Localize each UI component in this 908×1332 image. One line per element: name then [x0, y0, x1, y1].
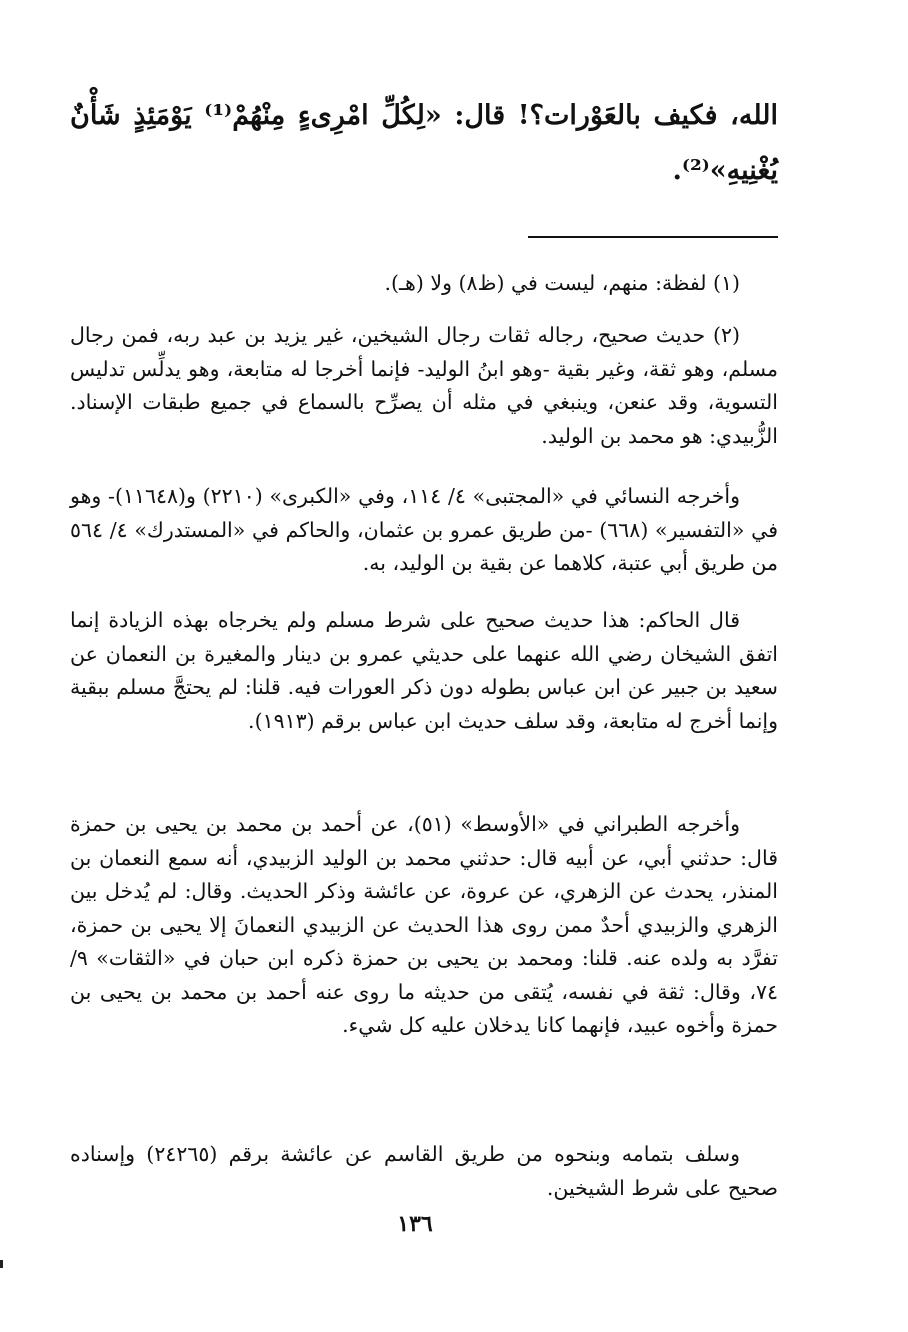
- main-text-paragraph: الله، فكيف بالعَوْرات؟! قال: «لِكُلِّ امْرِىءٍ مِنْهُمْ⁽¹⁾ يَوْمَئِذٍ شَأْنٌ يُغْنِيهِ»⁽²⁾.: [70, 100, 779, 186]
- footnote-divider: [528, 236, 778, 238]
- scan-edge-mark: [0, 1260, 3, 1268]
- footnote-2-hakim-comment: قال الحاكم: هذا حديث صحيح على شرط مسلم ولم يخرجاه بهذه الزيادة إنما اتفق الشيخان رضي الله عنهما على حديثي عمرو بن دينار والمغيرة بن النعمان عن سعيد بن جبير عن ابن عباس بطوله دون ذكر العورات فيه. قلنا: لم يحتجَّ مسلم ببقية وإنما أخرج له متابعة، وقد سلف حديث ابن عباس برقم (١٩١٣).: [70, 608, 778, 733]
- footnote-2-continued-takhrij: وأخرجه النسائي في «المجتبى» ٤/ ١١٤، وفي «الكبرى» (٢٢١٠) و(١١٦٤٨)- وهو في «التفسير» (٦٦٨) -من طريق عمرو بن عثمان، والحاكم في «المستدرك» ٤/ ٥٦٤ من طريق أبي عتبة، كلاهما عن بقية بن الوليد، به.: [70, 484, 778, 575]
- footnote-2-tabarani-paragraph: وأخرجه الطبراني في «الأوسط» (٥١)، عن أحمد بن محمد بن يحيى بن حمزة قال: حدثني أبي، عن أبيه قال: حدثني محمد بن الوليد الزبيدي، أنه سمع النعمان بن المنذر، يحدث عن الزهري، عن عروة، عن عائشة وذكر الحديث. وقال: لم يُدخل بين الزهري والزبيدي أحدٌ ممن روى هذا الحديث عن الزبيدي النعمانَ إلا يحيى بن حمزة، تفرَّد به ولده عنه. قلنا: ومحمد بن يحيى بن حمزة ذكره ابن حبان في «الثقات» ٩/ ٧٤، وقال: ثقة في نفسه، يُتقى من حديثه ما روى عنه أحمد بن محمد بن يحيى بن حمزة وأخوه عبيد، فإنهما كانا يدخلان عليه كل شيء.: [70, 812, 778, 1037]
- footnote-1: (١) لفظة: منهم، ليست في (ظ٨) ولا (هـ).: [384, 271, 740, 295]
- page-number: ١٣٦: [397, 1211, 433, 1237]
- footnote-2-cross-reference: وسلف بتمامه وبنحوه من طريق القاسم عن عائشة برقم (٢٤٢٦٥) وإسناده صحيح على شرط الشيخين.: [70, 1142, 778, 1200]
- footnote-2: (٢) حديث صحيح، رجاله ثقات رجال الشيخين، غير يزيد بن عبد ربه، فمن رجال مسلم، وهو ثقة، وغير بقية -وهو ابنُ الوليد- فإنما أخرجا له متابعة، وهو يدلِّس تدليس التسوية، وقد عنعن، وينبغي في مثله أن يصرِّح بالسماع في جميع طبقات الإسناد. الزُّبيدي: هو محمد بن الوليد.: [70, 323, 778, 448]
